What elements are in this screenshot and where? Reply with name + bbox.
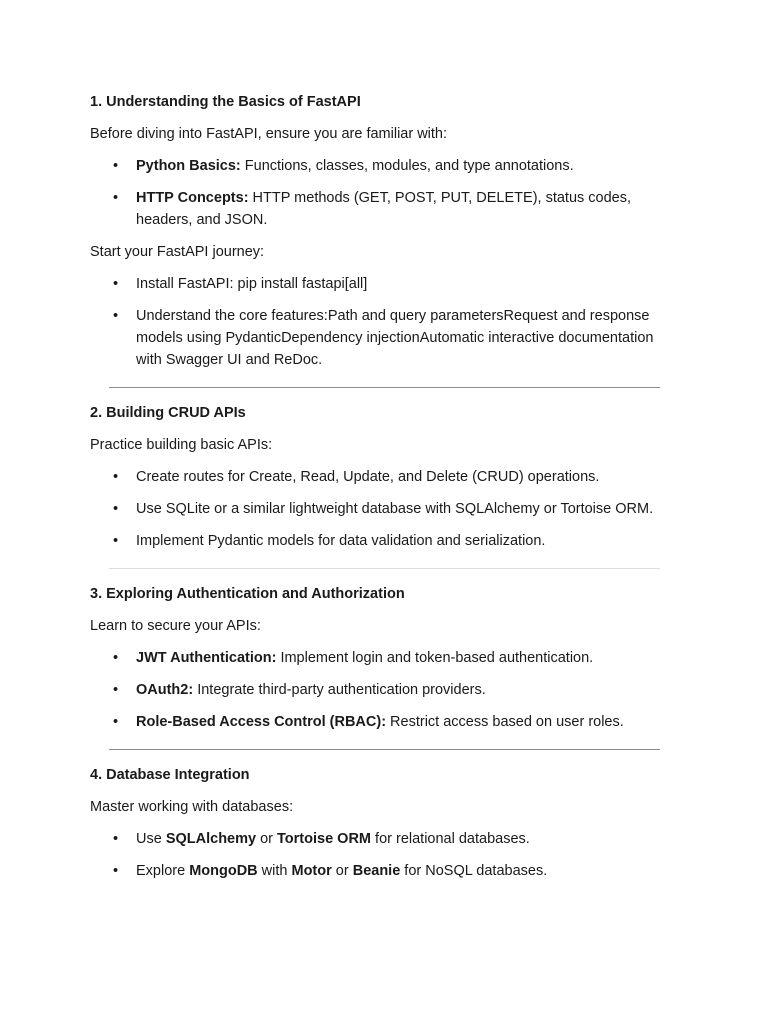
- item-text: Functions, classes, modules, and type annotations.: [240, 158, 574, 174]
- section-1-list-2: [90, 273, 680, 371]
- section-2-list: [90, 466, 680, 552]
- bullet-icon: •: [113, 158, 119, 174]
- item-text: Create routes for Create, Read, Update, and Delete (CRUD) operations.: [136, 469, 600, 485]
- item-term: MongoDB: [189, 863, 258, 879]
- item-text: Install FastAPI: pip install fastapi[all]: [136, 276, 368, 292]
- item-term: OAuth2:: [136, 682, 194, 698]
- bullet-icon: •: [113, 308, 119, 324]
- list-item: [90, 273, 680, 295]
- section-3-heading: 3. Exploring Authentication and Authorization: [90, 586, 405, 602]
- section-divider: [109, 387, 660, 388]
- list-item: [90, 647, 680, 669]
- section-3-list: [90, 647, 680, 733]
- list-item: [90, 466, 680, 488]
- item-text: Restrict access based on user roles.: [386, 714, 624, 730]
- section-3-intro: Learn to secure your APIs:: [90, 618, 261, 634]
- item-term: Role-Based Access Control (RBAC):: [136, 714, 387, 730]
- item-term: SQLAlchemy: [165, 831, 257, 847]
- section-2-intro: Practice building basic APIs:: [90, 437, 273, 453]
- list-item: [90, 530, 680, 552]
- item-term: Beanie: [352, 863, 401, 879]
- list-item: [90, 187, 680, 231]
- bullet-icon: •: [113, 682, 119, 698]
- item-text: with: [257, 863, 292, 879]
- bullet-icon: •: [113, 650, 119, 666]
- bullet-icon: •: [113, 190, 119, 206]
- section-divider: [109, 749, 660, 750]
- item-term: Tortoise ORM: [277, 831, 372, 847]
- bullet-icon: •: [113, 276, 119, 292]
- item-term: JWT Authentication:: [136, 650, 277, 666]
- item-text: or: [256, 831, 278, 847]
- bullet-icon: •: [113, 714, 119, 730]
- list-item: [90, 305, 680, 371]
- item-text: Implement Pydantic models for data validation and serialization.: [136, 533, 546, 549]
- section-4-intro: Master working with databases:: [90, 799, 294, 815]
- bullet-icon: •: [113, 533, 119, 549]
- item-term: HTTP Concepts:: [136, 190, 249, 206]
- list-item: [90, 828, 680, 850]
- section-2-heading: 2. Building CRUD APIs: [90, 405, 246, 421]
- list-item: [90, 860, 680, 882]
- item-text: for NoSQL databases.: [400, 863, 548, 879]
- item-term: Motor: [291, 863, 332, 879]
- section-1-intro: Before diving into FastAPI, ensure you are familiar with:: [90, 126, 448, 142]
- item-text: for relational databases.: [371, 831, 530, 847]
- section-4-heading: 4. Database Integration: [90, 767, 250, 783]
- item-text: Explore: [136, 863, 190, 879]
- item-text: or: [331, 863, 353, 879]
- item-text: Use: [136, 831, 166, 847]
- section-1-list: [90, 155, 680, 231]
- document-page: [90, 91, 680, 892]
- item-text: Integrate third-party authentication providers.: [193, 682, 486, 698]
- bullet-icon: •: [113, 469, 119, 485]
- bullet-icon: •: [113, 863, 119, 879]
- item-term: Python Basics:: [136, 158, 241, 174]
- section-4-list: [90, 828, 680, 882]
- section-1-intro-2: Start your FastAPI journey:: [90, 244, 265, 260]
- list-item: [90, 498, 680, 520]
- bullet-icon: •: [113, 831, 119, 847]
- section-divider: [109, 568, 660, 569]
- item-text: Use SQLite or a similar lightweight database with SQLAlchemy or Tortoise ORM.: [136, 501, 654, 517]
- item-text: Implement login and token-based authentication.: [276, 650, 594, 666]
- list-item: [90, 155, 680, 177]
- bullet-icon: •: [113, 501, 119, 517]
- item-text: Understand the core features:Path and query parametersRequest and response models using PydanticDependency injectionAutomatic interactive documentation with Swagger UI and ReDoc.: [136, 308, 654, 368]
- list-item: [90, 679, 680, 701]
- list-item: [90, 711, 680, 733]
- section-1-heading: 1. Understanding the Basics of FastAPI: [90, 94, 361, 110]
- item-text: HTTP methods (GET, POST, PUT, DELETE), status codes, headers, and JSON.: [136, 190, 632, 228]
